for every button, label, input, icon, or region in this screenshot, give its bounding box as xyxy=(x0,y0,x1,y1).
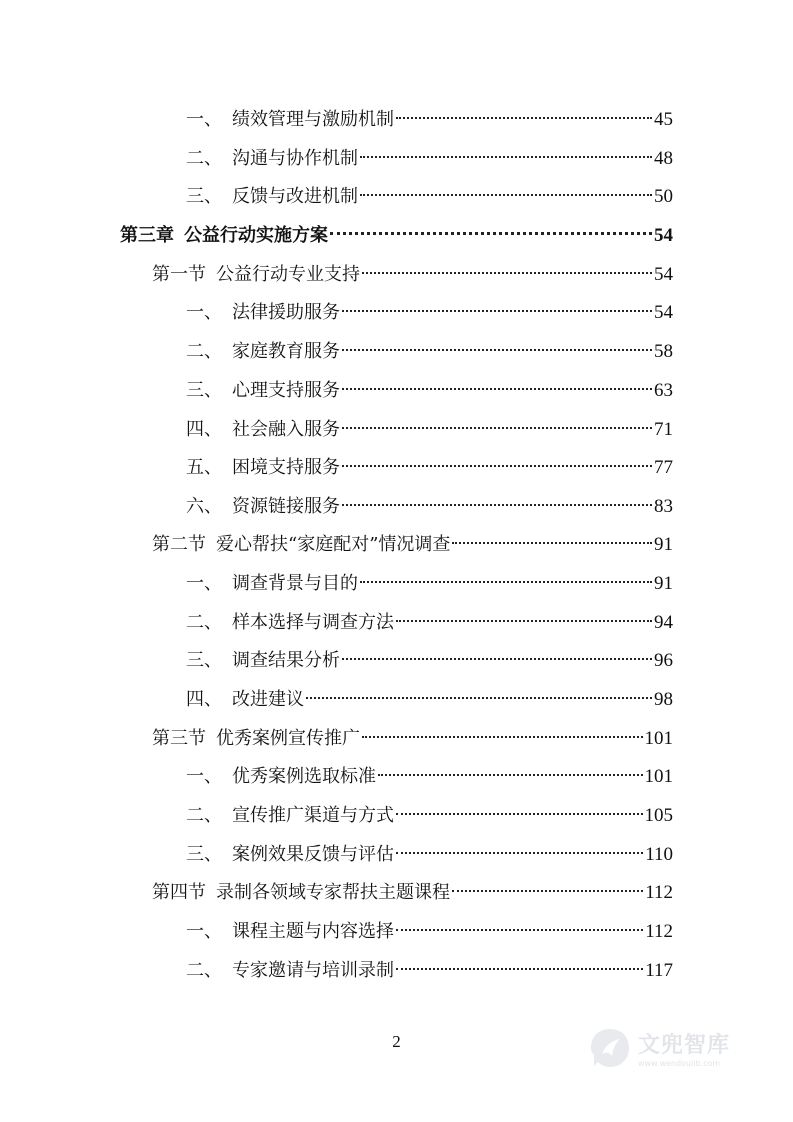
toc-entry-label: 第二节 爱心帮扶“家庭配对”情况调查 xyxy=(152,534,451,555)
dot-leader xyxy=(362,736,643,738)
toc-entry-label: 三、 反馈与改进机制 xyxy=(186,186,358,207)
dot-leader xyxy=(342,504,652,506)
toc-page-number: 45 xyxy=(654,109,673,130)
toc-entry-label: 三、 调查结果分析 xyxy=(186,650,340,671)
toc-entry-label: 六、 资源链接服务 xyxy=(186,496,340,517)
toc-entry[interactable] xyxy=(186,647,673,675)
toc-entry[interactable] xyxy=(186,338,673,366)
toc-page-number: 63 xyxy=(654,380,673,401)
toc-page-number: 91 xyxy=(654,573,673,594)
dot-leader xyxy=(396,968,643,970)
toc-page-number: 48 xyxy=(654,148,673,169)
dot-leader xyxy=(396,813,643,815)
dot-leader xyxy=(342,388,652,390)
dot-leader xyxy=(306,697,652,699)
toc-entry[interactable] xyxy=(186,802,673,830)
toc-entry[interactable] xyxy=(186,299,673,327)
dot-leader xyxy=(342,658,652,660)
toc-section-entry[interactable] xyxy=(152,725,673,753)
toc-page-number: 117 xyxy=(645,960,673,981)
toc-entry[interactable] xyxy=(186,145,673,173)
dot-leader xyxy=(342,427,652,429)
dot-leader xyxy=(360,194,652,196)
toc-page-number: 101 xyxy=(644,766,673,787)
toc-entry[interactable] xyxy=(186,918,673,946)
toc-page-number: 112 xyxy=(645,921,673,942)
toc-entry[interactable] xyxy=(186,957,673,985)
toc-entry-label: 三、 案例效果反馈与评估 xyxy=(186,844,394,865)
toc-section-entry[interactable] xyxy=(152,879,673,907)
dot-leader xyxy=(396,929,643,931)
dot-leader xyxy=(360,156,652,158)
toc-entry-label: 一、 课程主题与内容选择 xyxy=(186,921,394,942)
watermark-url: www.wendoulib.com xyxy=(638,1059,721,1068)
toc-page-number: 71 xyxy=(654,419,673,440)
toc-entry-label: 第四节 录制各领域专家帮扶主题课程 xyxy=(152,882,450,903)
toc-page-number: 101 xyxy=(644,728,673,749)
toc-page-number: 77 xyxy=(654,457,673,478)
toc-entry[interactable] xyxy=(186,609,673,637)
toc-page-number: 91 xyxy=(654,534,673,555)
toc-page-number: 83 xyxy=(654,496,673,517)
toc-entry-label: 第三节 优秀案例宣传推广 xyxy=(152,728,360,749)
dot-leader xyxy=(360,581,652,583)
toc-entry[interactable] xyxy=(186,377,673,405)
toc-entry-label: 二、 沟通与协作机制 xyxy=(186,148,358,169)
toc-entry[interactable] xyxy=(186,106,673,134)
toc-entry-label: 四、 改进建议 xyxy=(186,689,304,710)
toc-entry-label: 一、 绩效管理与激励机制 xyxy=(186,109,394,130)
toc-entry-label: 一、 法律援助服务 xyxy=(186,302,340,323)
toc-entry-label: 二、 专家邀请与培训录制 xyxy=(186,960,394,981)
toc-page-number: 94 xyxy=(654,612,673,633)
toc-section-entry[interactable] xyxy=(152,261,673,289)
toc-entry[interactable] xyxy=(186,763,673,791)
dot-leader xyxy=(330,232,652,235)
toc-entry[interactable] xyxy=(186,416,673,444)
toc-page-number: 54 xyxy=(654,302,673,323)
toc-entry[interactable] xyxy=(186,686,673,714)
dot-leader xyxy=(396,117,652,119)
toc-entry[interactable] xyxy=(186,493,673,521)
toc-entry-label: 二、 宣传推广渠道与方式 xyxy=(186,805,394,826)
toc-entry-label: 第三章 公益行动实施方案 xyxy=(120,225,328,246)
toc-entry[interactable] xyxy=(186,454,673,482)
toc-page-number: 98 xyxy=(654,689,673,710)
toc-entry[interactable] xyxy=(186,183,673,211)
toc-entry-label: 三、 心理支持服务 xyxy=(186,380,340,401)
dot-leader xyxy=(362,272,652,274)
dot-leader xyxy=(452,890,643,892)
toc-entry-label: 一、 调查背景与目的 xyxy=(186,573,358,594)
toc-page-number: 96 xyxy=(654,650,673,671)
toc-entry-label: 五、 困境支持服务 xyxy=(186,457,340,478)
page-number-footer: 2 xyxy=(392,1032,401,1051)
toc-page-number: 105 xyxy=(644,805,673,826)
toc-chapter-entry[interactable] xyxy=(120,222,673,250)
toc-entry-label: 二、 家庭教育服务 xyxy=(186,341,340,362)
dot-leader xyxy=(342,465,652,467)
toc-page-number: 54 xyxy=(654,264,673,285)
toc-section-entry[interactable] xyxy=(152,531,673,559)
toc-entry[interactable] xyxy=(186,841,673,869)
dot-leader xyxy=(342,349,652,351)
watermark-title: 文兜智库 xyxy=(638,1033,731,1058)
toc-entry-label: 二、 样本选择与调查方法 xyxy=(186,612,394,633)
toc-page-number: 58 xyxy=(654,341,673,362)
toc-entry-label: 一、 优秀案例选取标准 xyxy=(186,766,376,787)
dot-leader xyxy=(378,774,643,776)
toc-entry-label: 第一节 公益行动专业支持 xyxy=(152,264,360,285)
dot-leader xyxy=(452,542,652,544)
toc-page-number: 112 xyxy=(645,882,673,903)
toc-page-number: 54 xyxy=(654,225,673,246)
dot-leader xyxy=(396,852,643,854)
watermark-logo-icon xyxy=(588,1026,632,1070)
toc-page-number: 50 xyxy=(654,186,673,207)
toc-page-number: 110 xyxy=(645,844,673,865)
dot-leader xyxy=(396,620,652,622)
watermark xyxy=(588,1020,758,1076)
toc-entry[interactable] xyxy=(186,570,673,598)
toc-entry-label: 四、 社会融入服务 xyxy=(186,419,340,440)
dot-leader xyxy=(342,310,652,312)
